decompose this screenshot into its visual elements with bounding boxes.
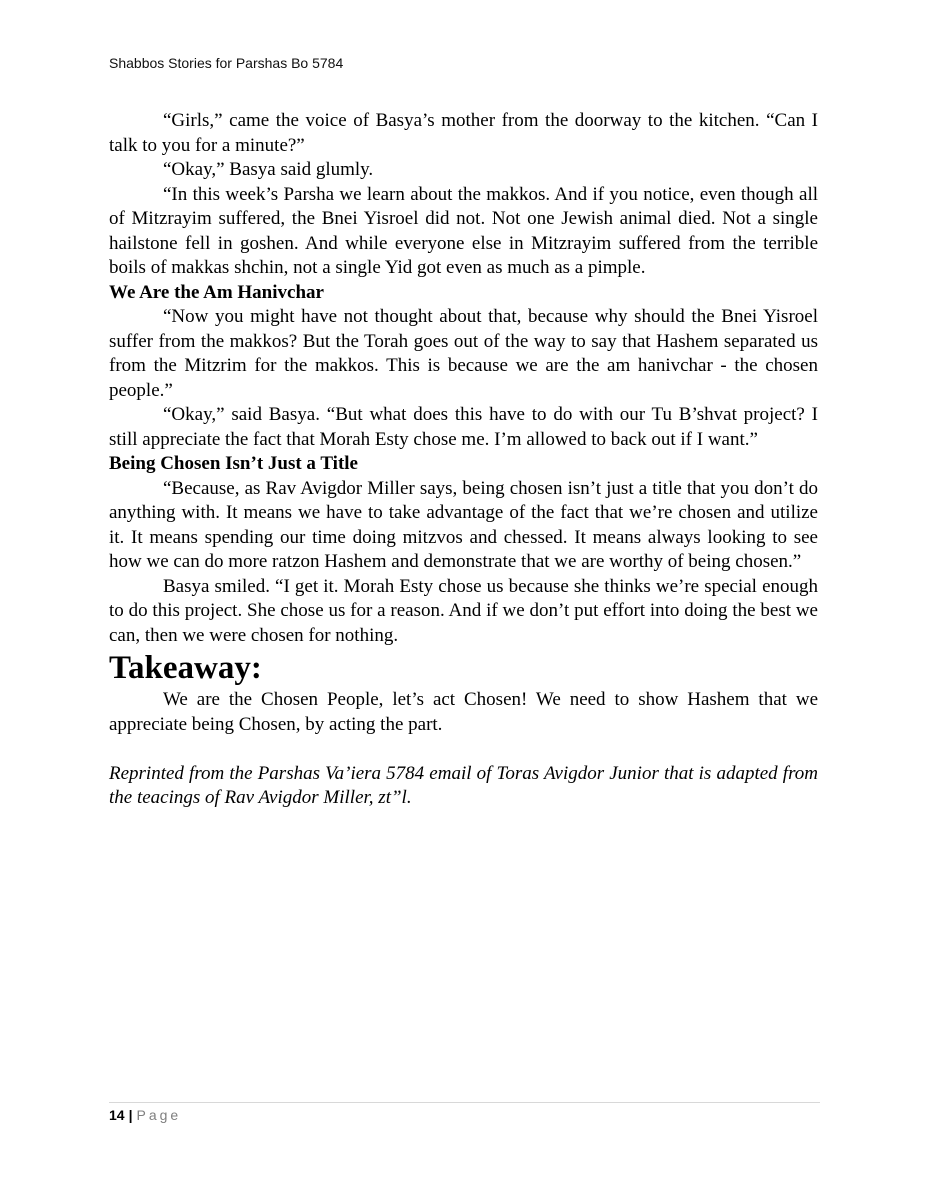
paragraph-1: “Girls,” came the voice of Basya’s mother from the doorway to the kitchen. “Can I talk to you for a minute?” [109, 110, 818, 156]
footer-divider [109, 1102, 820, 1103]
paragraph-7: Basya smiled. “I get it. Morah Esty chose us because she thinks we’re special enough to do this project. She chose us for a reason. And if we don’t put effort into doing the best we can, then we were chosen for nothing. [109, 575, 818, 646]
page-footer [109, 1107, 181, 1123]
page-body [109, 109, 818, 811]
paragraph-5: “Okay,” said Basya. “But what does this have to do with our Tu B’shvat project? I still appreciate the fact that Morah Esty chose me. I’m allowed to back out if I want.” [109, 404, 818, 450]
running-header: Shabbos Stories for Parshas Bo 5784 [109, 55, 344, 71]
paragraph-2: “Okay,” Basya said glumly. [163, 159, 374, 180]
page-number: 14 [109, 1107, 125, 1123]
takeaway-title: Takeaway: [109, 650, 262, 686]
paragraph-6: “Because, as Rav Avigdor Miller says, being chosen isn’t just a title that you don’t do anything with. It means we have to take advantage of the fact that we’re chosen and utilize it. It means spending our time doing mitzvos and chessed. It means always looking to see how we can do more ratzon Hashem and demonstrate that we are worthy of being chosen.” [109, 477, 818, 572]
page-label: Page [136, 1107, 182, 1123]
reprint-credit: Reprinted from the Parshas Va’iera 5784 email of Toras Avigdor Junior that is adapted from the teacings of Rav Avigdor Miller, zt”l. [109, 762, 818, 808]
section-heading-am-hanivchar: We Are the Am Hanivchar [109, 281, 324, 303]
section-heading-being-chosen: Being Chosen Isn’t Just a Title [109, 453, 358, 474]
paragraph-4: “Now you might have not thought about that, because why should the Bnei Yisroel suffer from the makkos? But the Torah goes out of the way to say that Hashem separated us from the Mitzrim for the makkos. This is because we are the am hanivchar - the chosen people.” [109, 306, 818, 401]
footer-separator: | [128, 1107, 133, 1123]
takeaway-text: We are the Chosen People, let’s act Chosen! We need to show Hashem that we appreciate being Chosen, by acting the part. [109, 689, 818, 735]
paragraph-3: “In this week’s Parsha we learn about the makkos. And if you notice, even though all of Mitzrayim suffered, the Bnei Yisroel did not. Not one Jewish animal died. Not a single hailstone fell in goshen. And while everyone else in Mitzrayim suffered from the terrible boils of makkas shchin, not a single Yid got even as much as a pimple. [109, 183, 818, 278]
